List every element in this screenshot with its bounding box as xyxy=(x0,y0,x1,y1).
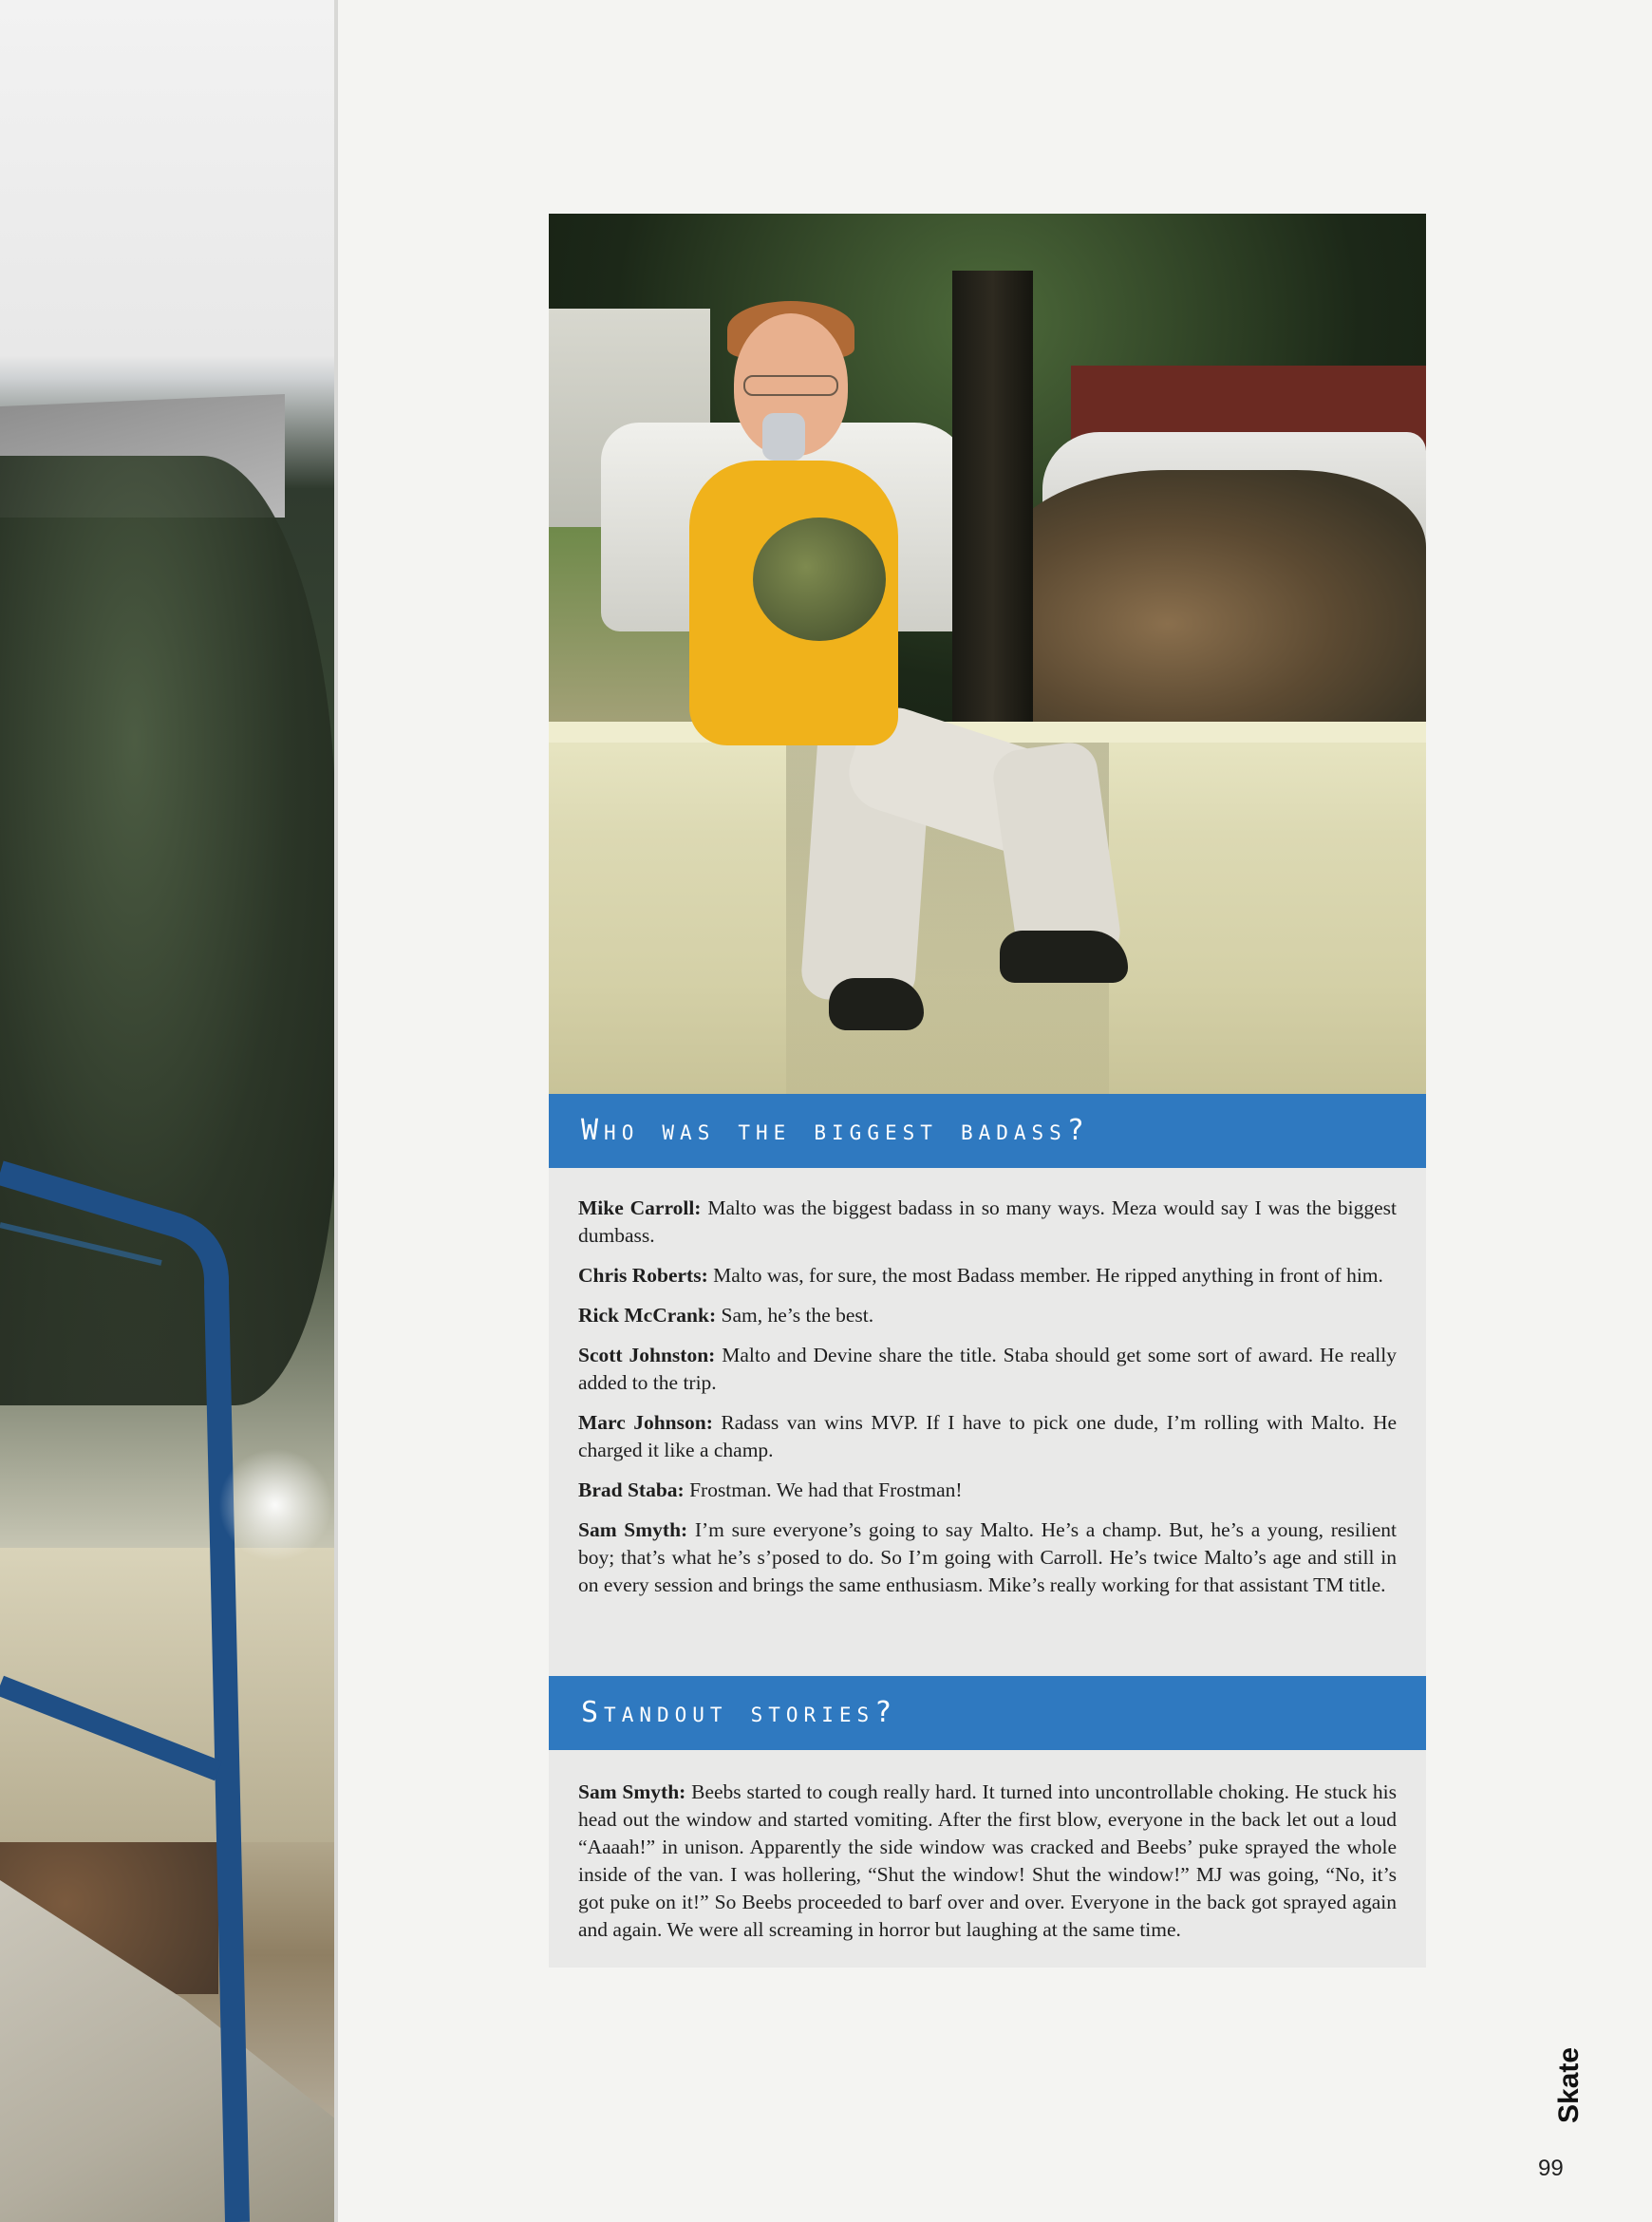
speaker-name: Scott Johnston: xyxy=(578,1344,716,1366)
answer-text: I’m sure everyone’s going to say Malto. He’s a champ. But, he’s a young, resilient boy; that’s what he’s s’posed to do. So I’m going with Carroll. He’s twice Malto’s age and still in on every session and brings the same enthusiasm. Mike’s really working for that assistant TM title. xyxy=(578,1518,1397,1596)
handrail-shape xyxy=(0,1154,275,2222)
tree-trunk xyxy=(952,271,1033,764)
answer xyxy=(578,1409,1397,1464)
answers-biggest-badass xyxy=(578,1195,1397,1611)
answer xyxy=(578,1516,1397,1599)
answer xyxy=(578,1302,1397,1329)
speaker-name: Rick McCrank: xyxy=(578,1304,717,1327)
answer-text: Radass van wins MVP. If I have to pick one dude, I’m rolling with Malto. He charged it like a champ. xyxy=(578,1411,1398,1461)
speaker-name: Mike Carroll: xyxy=(578,1196,702,1219)
speaker-name: Chris Roberts: xyxy=(578,1264,708,1287)
answer-text: Beebs started to cough really hard. It turned into uncontrollable choking. He stuck his head out the window and started vomiting. After the first blow, everyone in the back let out a loud “Aaaah!” in unison. Apparently the side window was cracked and Beebs’ puke sprayed the whole inside of the van. I was hollering, “Shut the window! Shut the window!” MJ was going, “No, it’s got puke on it!” So Beebs proceeded to barf over and over. Everyone in the back got sprayed again and again. We were all screaming in horror but laughing at the same time. xyxy=(578,1780,1397,1941)
answer-text: Malto was the biggest badass in so many ways. Meza would say I was the biggest dumbass. xyxy=(578,1196,1397,1247)
kid-on-wall-photo xyxy=(549,214,1426,1094)
speaker-name: Brad Staba: xyxy=(578,1478,685,1501)
answer xyxy=(578,1262,1397,1290)
speaker-name: Sam Smyth: xyxy=(578,1518,688,1541)
left-page-photo xyxy=(0,0,336,2222)
foil-snack xyxy=(762,413,805,461)
magazine-logo: Skate xyxy=(1553,2046,1585,2123)
speaker-name: Sam Smyth: xyxy=(578,1780,686,1803)
page-gutter xyxy=(334,0,338,2222)
answer-text: Malto and Devine share the title. Staba should get some sort of award. He really added to the trip. xyxy=(578,1344,1397,1394)
answers-standout-stories xyxy=(578,1779,1397,1956)
answer xyxy=(578,1342,1397,1397)
kid-shoe-left xyxy=(829,978,924,1030)
helmet xyxy=(753,518,886,641)
kid-shoe-right xyxy=(1000,931,1128,983)
answer-text: Sam, he’s the best. xyxy=(716,1304,874,1327)
section-heading-standout-stories: Standout stories? xyxy=(549,1676,1426,1750)
page-number: 99 xyxy=(1538,2156,1564,2181)
light-flare xyxy=(218,1448,332,1562)
section-heading-biggest-badass: Who was the biggest badass? xyxy=(549,1094,1426,1168)
answer-text: Frostman. We had that Frostman! xyxy=(684,1478,963,1501)
answer xyxy=(578,1477,1397,1504)
speaker-name: Marc Johnson: xyxy=(578,1411,713,1434)
kid-glasses xyxy=(743,375,838,396)
answer-text: Malto was, for sure, the most Badass member. He ripped anything in front of him. xyxy=(707,1264,1383,1287)
answer xyxy=(578,1195,1397,1250)
answer xyxy=(578,1779,1397,1944)
background-bushes xyxy=(995,470,1426,726)
